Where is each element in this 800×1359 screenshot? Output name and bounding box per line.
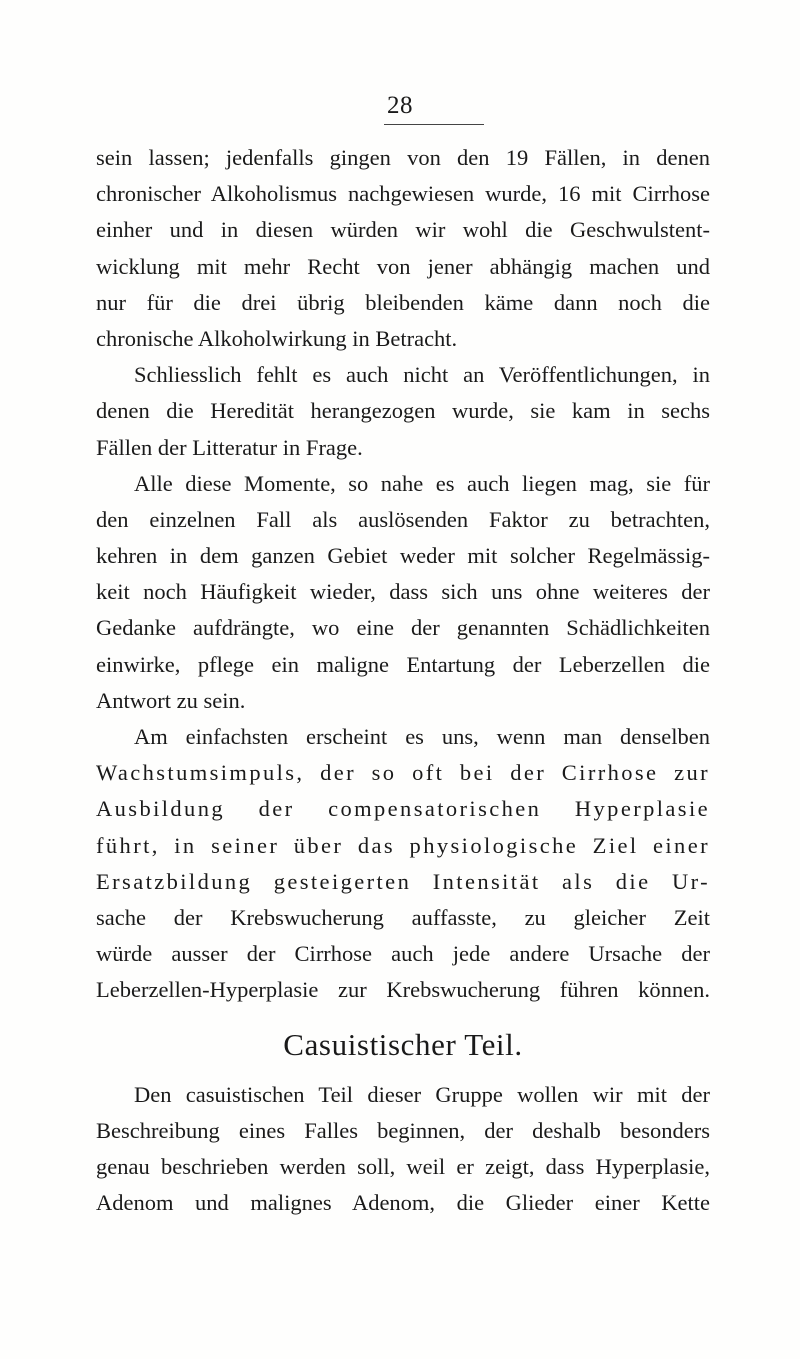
text-line: Beschreibung eines Falles beginnen, der deshalb besonders xyxy=(96,1117,710,1143)
text-line: sein lassen; jedenfalls gingen von den 19 Fällen, in denen xyxy=(96,145,710,170)
page-number-rule xyxy=(384,124,484,125)
text-line: kehren in dem ganzen Gebiet weder mit solcher Regelmässig- xyxy=(96,543,710,569)
text-line: Gedanke aufdrängte, wo eine der genannten Schädlichkeiten xyxy=(96,615,710,641)
text-line: Wachstumsimpuls, der so oft bei der Cirrhose zur xyxy=(96,760,710,786)
text-line: keit noch Häufigkeit wieder, dass sich uns ohne weiteres der xyxy=(96,579,710,605)
text-line: wicklung mit mehr Recht von jener abhängig machen und xyxy=(96,253,710,279)
text-line: Ausbildung der compensatorischen Hyperplasie xyxy=(96,796,710,822)
text-line: denen die Heredität herangezogen wurde, sie kam in sechs xyxy=(96,398,710,424)
text-line: einher und in diesen würden wir wohl die Geschwulstent- xyxy=(96,217,710,243)
text-line: Schliesslich fehlt es auch nicht an Veröffentlichungen, in xyxy=(134,362,710,388)
text-line: chronischer Alkoholismus nachgewiesen wurde, 16 mit Cirrhose xyxy=(96,181,710,207)
text-line: Den casuistischen Teil dieser Gruppe wollen wir mit der xyxy=(134,1081,710,1107)
body-text xyxy=(96,140,710,1221)
text-line: würde ausser der Cirrhose auch jede andere Ursache der xyxy=(96,941,710,967)
text-line: den einzelnen Fall als auslösenden Faktor zu betrachten, xyxy=(96,506,710,532)
text-line: Leberzellen-Hyperplasie zur Krebswucherung führen können. xyxy=(96,977,710,1003)
text-line: genau beschrieben werden soll, weil er zeigt, dass Hyperplasie, xyxy=(96,1153,710,1179)
text-line: Antwort zu sein. xyxy=(96,687,246,713)
section-heading: Casuistischer Teil. xyxy=(283,1026,523,1062)
text-line: chronische Alkoholwirkung in Betracht. xyxy=(96,325,458,351)
text-line: Fällen der Litteratur in Frage. xyxy=(96,434,363,460)
text-line: Alle diese Momente, so nahe es auch liegen mag, sie für xyxy=(134,470,710,496)
text-line: führt, in seiner über das physiologische Ziel einer xyxy=(96,832,710,858)
text-line: Am einfachsten erscheint es uns, wenn man denselben xyxy=(134,724,710,749)
page-number: 28 xyxy=(387,92,413,119)
text-line: nur für die drei übrig bleibenden käme dann noch die xyxy=(96,289,710,315)
text-line: sache der Krebswucherung auffasste, zu gleicher Zeit xyxy=(96,904,710,930)
text-line: Adenom und malignes Adenom, die Glieder einer Kette xyxy=(96,1190,710,1216)
text-line: einwirke, pflege ein maligne Entartung der Leberzellen die xyxy=(96,651,710,677)
text-line: Ersatzbildung gesteigerten Intensität als die Ur- xyxy=(96,868,710,894)
